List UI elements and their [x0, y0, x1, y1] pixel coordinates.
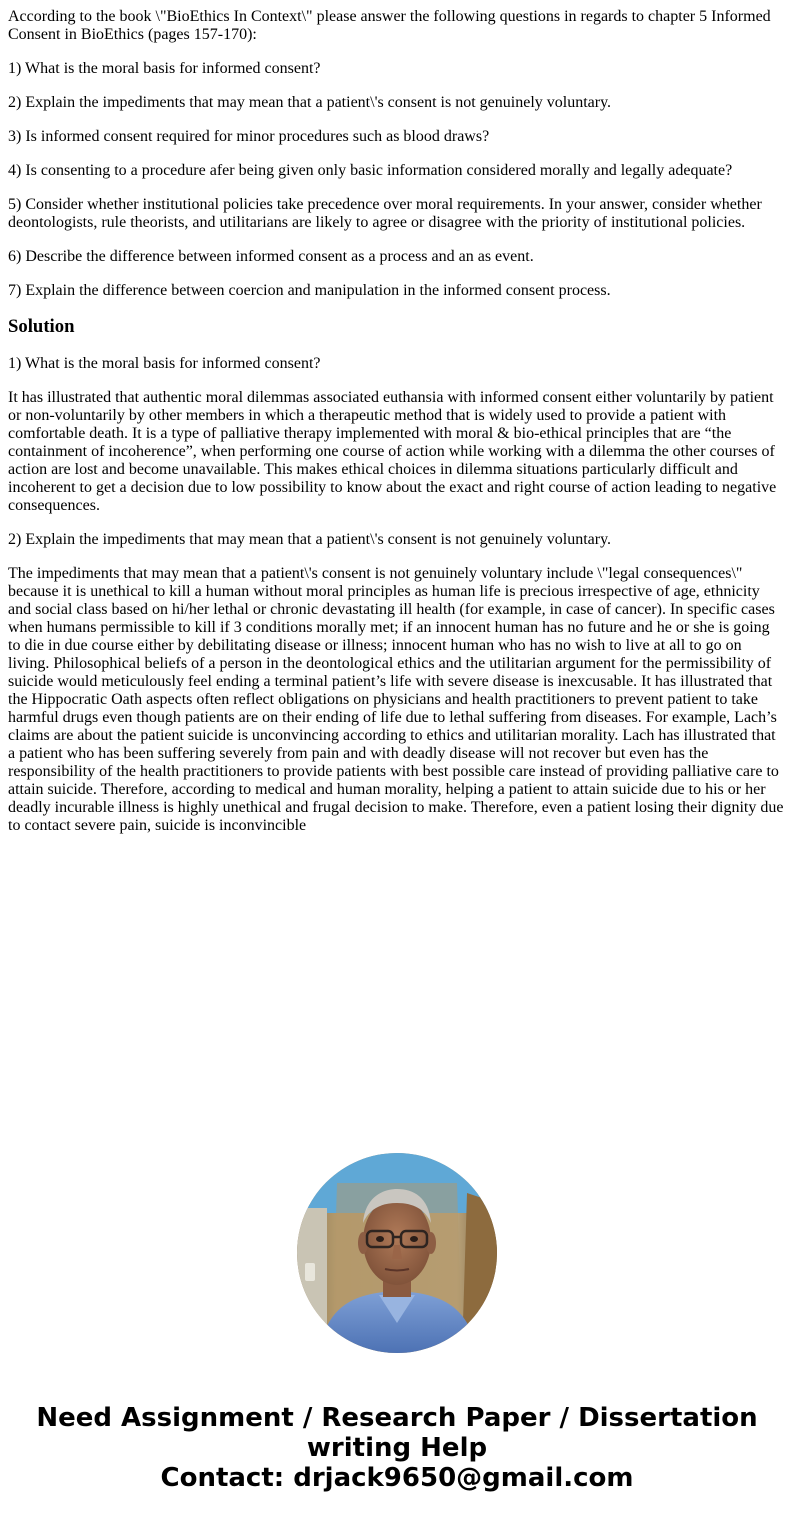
solution-answer-2: The impediments that may mean that a patient\'s consent is not genuinely voluntary include \"legal consequences\" because it is unethical to kill a human without moral principles as human life is precious irrespective of age, ethnicity and social class based on hi/her lethal or chronic devastating ill health (for example, in case of cancer). In specific cases when humans permissible to kill if 3 conditions morally met; if an innocent human has no future and he or she is going to die in due course either by debilitating disease or illness; innocent human who has no wish to live at all to go on living. Philosophical beliefs of a person in the deontological ethics and the utilitarian argument for the permissibility of suicide would meticulously feel ending a terminal patient’s life with severe disease is inexcusable. It has illustrated that the Hippocratic Oath aspects often reflect obligations on physicians and health practitioners to prevent patient to take harmful drugs even though patients are on their ending of life due to lethal suffering from diseases. For example, Lach’s claims are about the patient suicide is unconvincing according to ethics and utilitarian morality. Lach has illustrated that a patient who has been suffering severely from pain and with deadly disease will not recover but even has the responsibility of the health practitioners to provide patients with best possible care instead of providing palliative care to attain suicide. Therefore, according to medical and human morality, helping a patient to attain suicide due to his or her deadly incurable illness is highly unethical and frugal decision to make. Therefore, even a patient losing their dignity due to contact severe pain, suicide is inconvincible: [8, 565, 784, 834]
solution-question-2: 2) Explain the impediments that may mean that a patient\'s consent is not genuinely voluntary.: [8, 531, 612, 548]
question-item-3: 3) Is informed consent required for minor procedures such as blood draws?: [8, 128, 490, 145]
solution-answer-1: It has illustrated that authentic moral dilemmas associated euthansia with informed consent either voluntarily by patient or non-voluntarily by other members in which a therapeutic method that is widely used to provide a patient with comfortable death. It is a type of palliative therapy implemented with moral & bio-ethical principles that are “the containment of incoherence”, when performing one course of action while working with a dilemma the other courses of action are lost and become unavailable. This makes ethical choices in dilemma situations particularly difficult and incoherent to get a decision due to low possibility to know about the exact and right course of action leading to negative consequences.: [8, 389, 777, 514]
solution-question-1: 1) What is the moral basis for informed consent?: [8, 355, 321, 372]
promo-line-1: Need Assignment / Research Paper / Dissertation: [36, 1403, 758, 1433]
promo-line-2: writing Help: [306, 1433, 488, 1463]
promo-contact: Contact: drjack9650@gmail.com: [160, 1463, 634, 1493]
document-content: [8, 8, 786, 851]
solution-heading: Solution: [8, 316, 75, 337]
author-avatar: [297, 1153, 497, 1353]
question-item-5: 5) Consider whether institutional policies take precedence over moral requirements. In your answer, consider whether deontologists, rule theorists, and utilitarians are likely to agree or disagree with the priority of institutional policies.: [8, 196, 762, 231]
question-item-1: 1) What is the moral basis for informed consent?: [8, 60, 321, 77]
question-intro: According to the book \"BioEthics In Context\" please answer the following questions in regards to chapter 5 Informed Consent in BioEthics (pages 157-170):: [8, 8, 771, 43]
question-item-7: 7) Explain the difference between coercion and manipulation in the informed consent process.: [8, 282, 611, 299]
question-item-6: 6) Describe the difference between informed consent as a process and an as event.: [8, 248, 534, 265]
question-item-4: 4) Is consenting to a procedure afer being given only basic information considered morally and legally adequate?: [8, 162, 733, 179]
promo-banner: [0, 1403, 794, 1493]
question-item-2: 2) Explain the impediments that may mean that a patient\'s consent is not genuinely voluntary.: [8, 94, 612, 111]
